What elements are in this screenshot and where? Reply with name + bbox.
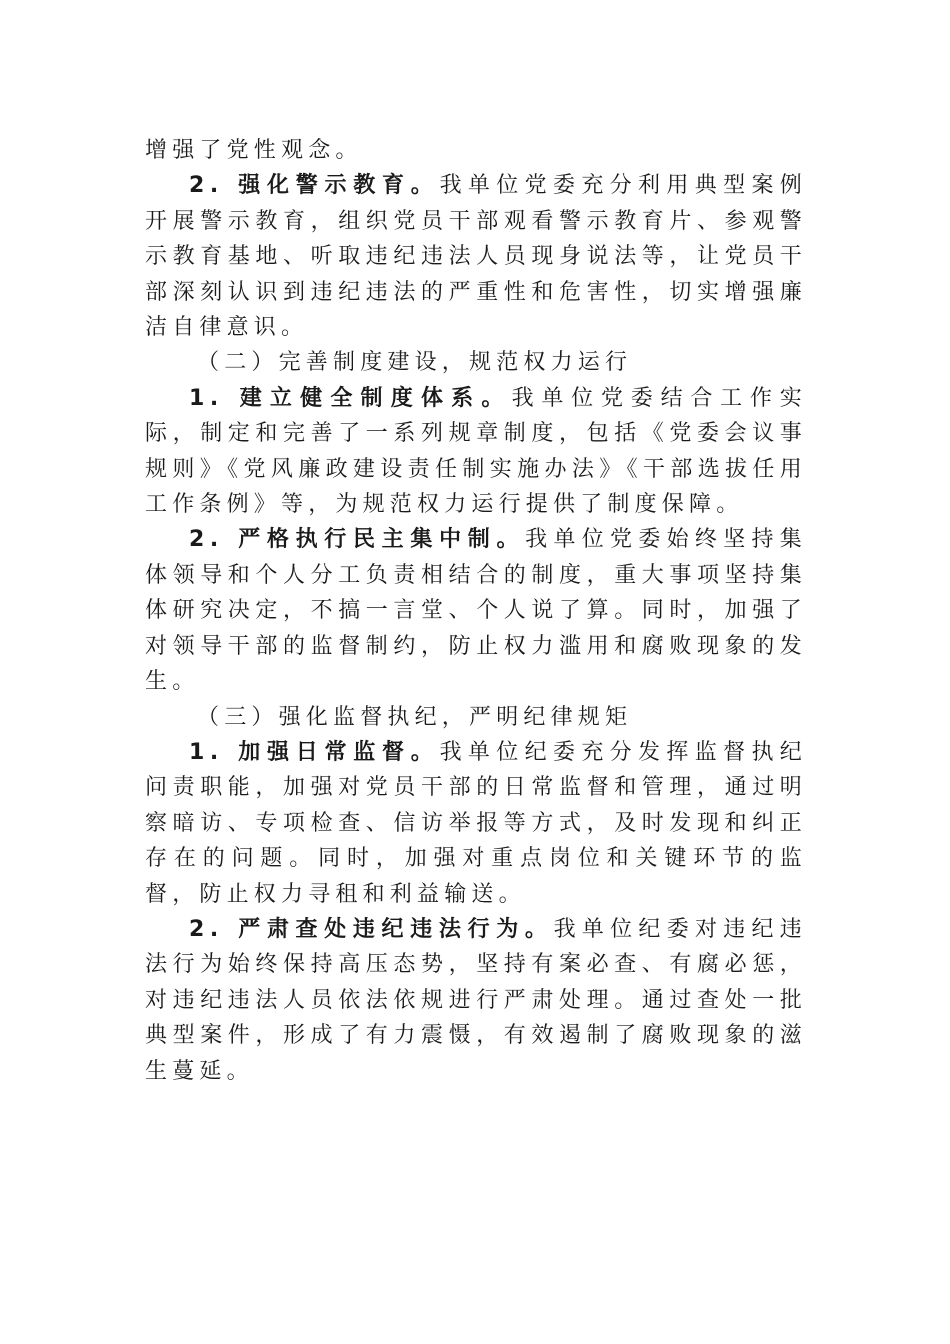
paragraph-warning-education — [145, 168, 807, 345]
paragraph-lead: 1. 加强日常监督。 — [189, 739, 440, 765]
paragraph-lead: 1. 建立健全制度体系。 — [189, 385, 512, 411]
paragraph-continuation — [145, 133, 807, 168]
section-heading-3: （三）强化监督执纪，严明纪律规矩 — [197, 704, 633, 730]
paragraph-lead: 2. 严格执行民主集中制。 — [189, 527, 526, 553]
paragraph-daily-supervision — [145, 735, 807, 912]
paragraph-text: 我单位纪委充分发挥监督执纪问责职能，加强对党员干部的日常监督和管理，通过明察暗访、专项检查、信访举报等方式，及时发现和纠正存在的问题。同时，加强对重点岗位和关键环节的监督，防止权力寻租和利益输送。 — [145, 739, 808, 907]
paragraph-lead: 2. 强化警示教育。 — [189, 173, 440, 199]
paragraph-text: 我单位党委始终坚持集体领导和个人分工负责相结合的制度，重大事项坚持集体研究决定，不搞一言堂、个人说了算。同时，加强了对领导干部的监督制约，防止权力滥用和腐败现象的发生。 — [145, 527, 807, 695]
document-page — [145, 133, 807, 1089]
paragraph-text: 我单位党委充分利用典型案例开展警示教育，组织党员干部观看警示教育片、参观警示教育基地、听取违纪违法人员现身说法等，让党员干部深刻认识到违纪违法的严重性和危害性，切实增强廉洁自律意识。 — [145, 173, 808, 341]
paragraph-democratic-centralism — [145, 522, 807, 699]
paragraph-lead: 2. 严肃查处违纪违法行为。 — [189, 916, 554, 942]
paragraph-text: 我单位纪委对违纪违法行为始终保持高压态势，坚持有案必查、有腐必惩，对违纪违法人员依法依规进行严肃处理。通过查处一批典型案件，形成了有力震慑，有效遏制了腐败现象的滋生蔓延。 — [145, 916, 807, 1084]
paragraph-investigate-violations — [145, 912, 807, 1089]
paragraph-institution-system — [145, 381, 807, 523]
section-heading-2: （二）完善制度建设，规范权力运行 — [197, 350, 633, 376]
paragraph-text: 增强了党性观念。 — [145, 138, 363, 163]
paragraph-text: 我单位党委结合工作实际，制定和完善了一系列规章制度，包括《党委会议事规则》《党风廉政建设责任制实施办法》《干部选拔任用工作条例》等，为规范权力运行提供了制度保障。 — [145, 385, 807, 518]
